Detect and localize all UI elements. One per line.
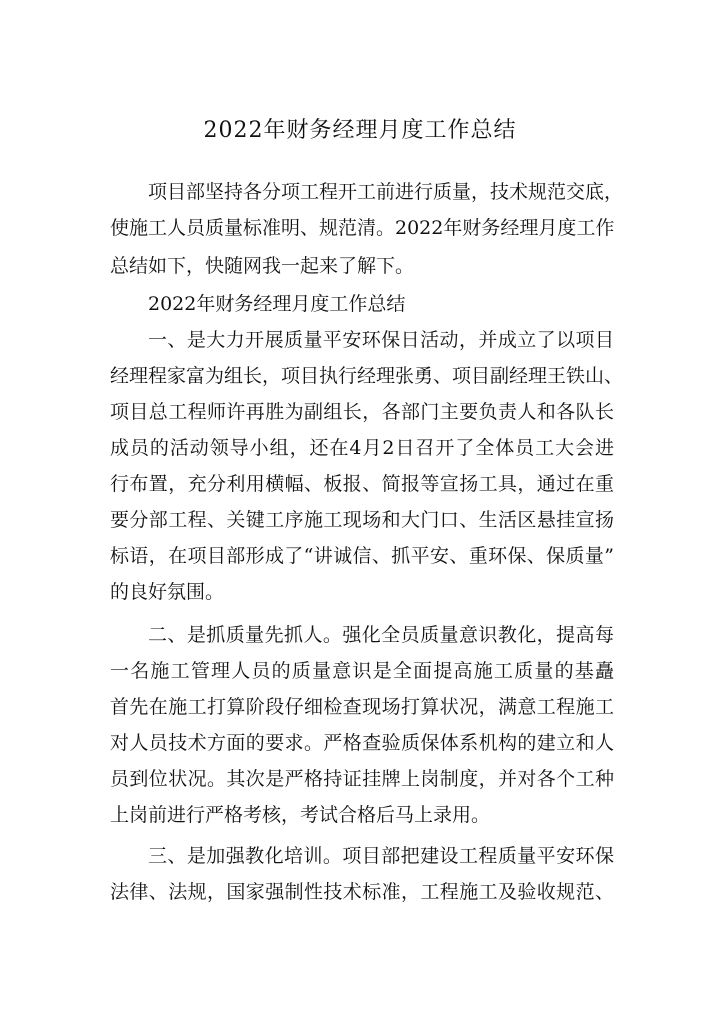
paragraph-2-line-8: 的良好氛围。 (110, 581, 225, 603)
paragraph-3-line-4: 对人员技术方面的要求。严格查验质保体系机构的建立和人 (110, 732, 614, 754)
paragraph-2-line-5: 行布置，充分利用横幅、板报、简报等宣扬工具，通过在重 (110, 473, 614, 495)
paragraph-2-line-7: 标语，在项目部形成了“讲诚信、抓平安、重环保、保质量” (110, 545, 614, 567)
section-heading: 2022年财务经理月度工作总结 (148, 293, 406, 315)
document-title: 2022年财务经理月度工作总结 (203, 118, 517, 143)
paragraph-2-line-1: 一、是大力开展质量平安环保日活动，并成立了以项目 (148, 329, 614, 351)
paragraph-3-line-2: 一名施工管理人员的质量意识是全面提高施工质量的基矗 (110, 660, 614, 682)
paragraph-3-line-6: 上岗前进行严格考核，考试合格后马上录用。 (110, 804, 491, 826)
paragraph-1-line-2: 使施工人员质量标准明、规范清。2022年财务经理月度工作 (110, 217, 615, 239)
paragraph-3-line-1: 二、是抓质量先抓人。强化全员质量意识教化，提高每 (148, 624, 614, 646)
paragraph-4-line-1: 三、是加强教化培训。项目部把建设工程质量平安环保 (148, 845, 614, 867)
paragraph-2-line-2: 经理程家富为组长，项目执行经理张勇、项目副经理王铁山、 (110, 365, 624, 387)
paragraph-2-line-6: 要分部工程、关键工序施工现场和大门口、生活区悬挂宣扬 (110, 509, 614, 531)
paragraph-2-line-3: 项目总工程师许再胜为副组长，各部门主要负责人和各队长 (110, 401, 614, 423)
paragraph-3-line-3: 首先在施工打算阶段仔细检查现场打算状况，满意工程施工 (110, 696, 614, 718)
paragraph-2-line-4: 成员的活动领导小组，还在4月2日召开了全体员工大会进 (110, 437, 614, 459)
paragraph-1-line-1: 项目部坚持各分项工程开工前进行质量，技术规范交底， (148, 181, 624, 203)
paragraph-1-line-3: 总结如下，快随网我一起来了解下。 (110, 255, 415, 277)
paragraph-4-line-2: 法律、法规，国家强制性技术标准，工程施工及验收规范、 (110, 881, 614, 903)
paragraph-3-line-5: 员到位状况。其次是严格持证挂牌上岗制度，并对各个工种 (110, 768, 614, 790)
